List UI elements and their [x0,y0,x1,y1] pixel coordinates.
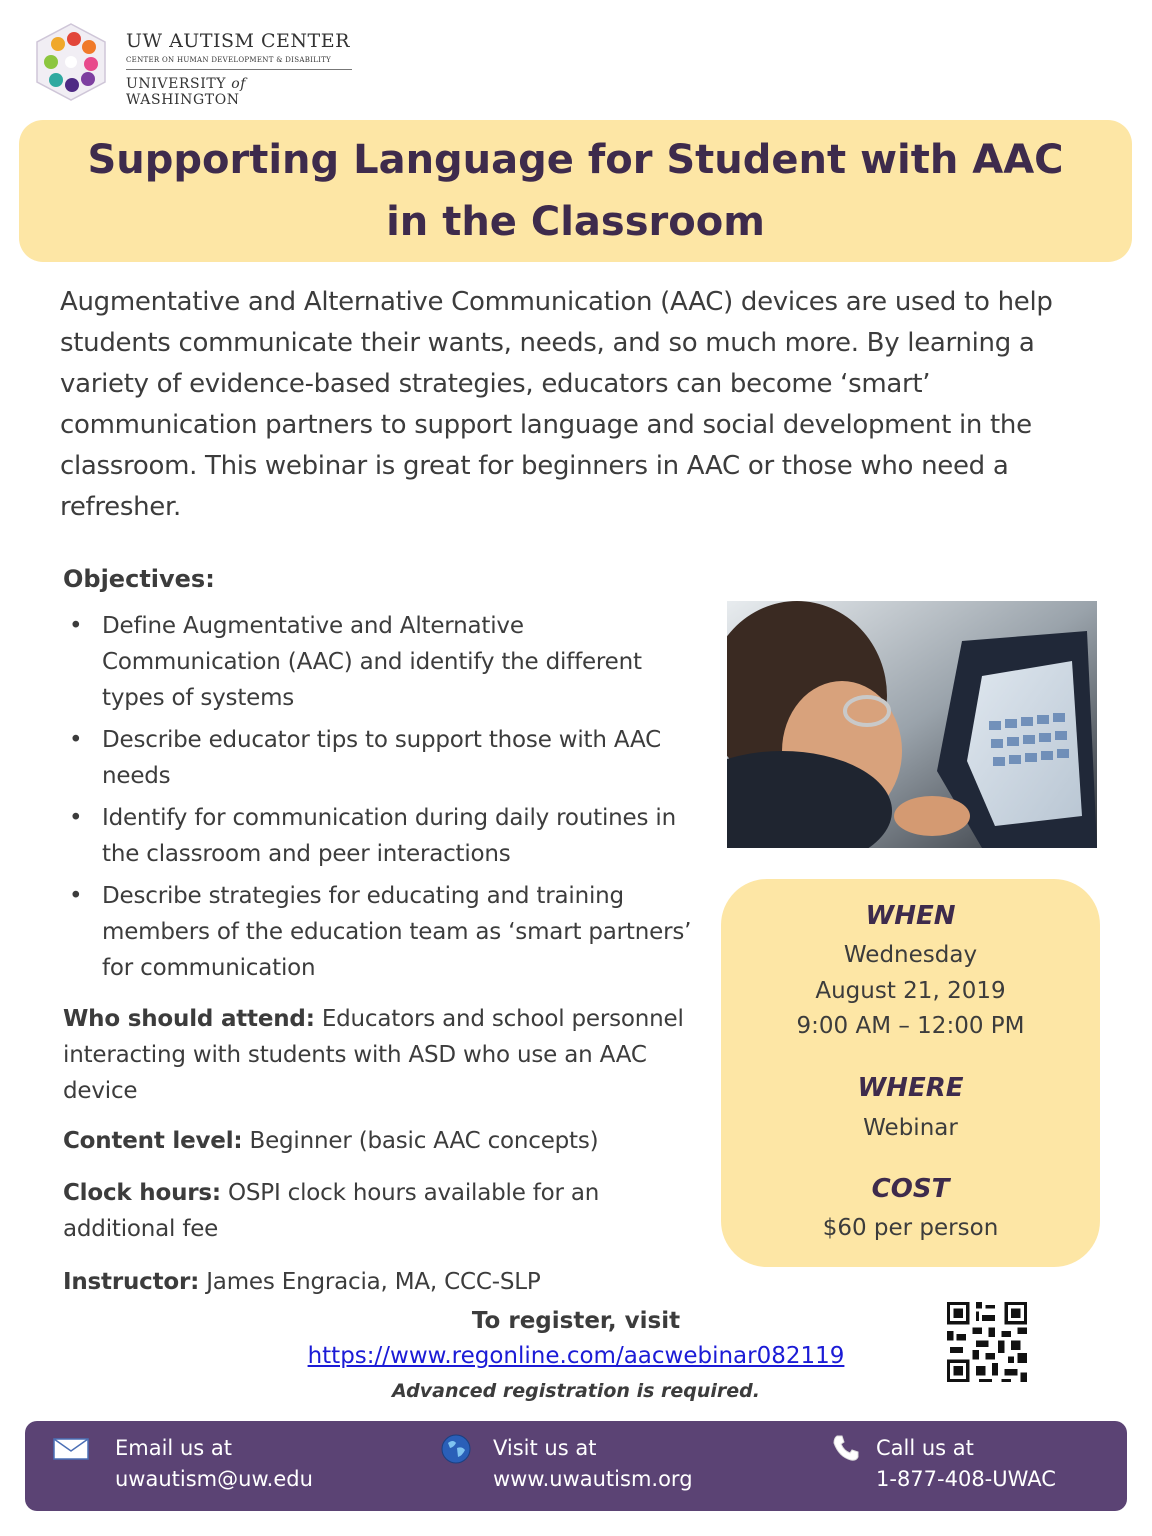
call-label: Call us at [876,1436,974,1460]
event-date: August 21, 2019 [815,978,1006,1004]
intro-paragraph: Augmentative and Alternative Communication (AAC) devices are used to help students communicate their wants, needs, and so much more. By learning a variety of evidence-based strategies, educators can become ‘smart’ communication partners to support language and social development in the classroom. This webinar is great for beginners in AAC or those who need a refresher. [60,287,1053,522]
qr-code-icon[interactable] [947,1302,1027,1382]
event-time: 9:00 AM – 12:00 PM [796,1013,1025,1039]
visit-label: Visit us at [493,1436,597,1460]
hours-value: OSPI clock hours available for an additional fee [63,1180,600,1242]
page-title: Supporting Language for Student with AAC in the Classroom [87,137,1064,245]
org-header [34,22,364,108]
when-heading: WHEN [865,901,956,931]
title-banner [19,120,1132,262]
hours-label: Clock hours: [63,1180,221,1206]
phone-icon [831,1433,861,1463]
instructor-label: Instructor: [63,1269,200,1295]
attend-value: Educators and school personnel interacting with students with ASD who use an AAC device [63,1006,684,1104]
header-divider [126,69,352,70]
clock-hours [63,1175,663,1247]
register-link[interactable]: https://www.regonline.com/aacwebinar082119 [307,1343,845,1369]
email-address[interactable]: uwautism@uw.edu [115,1467,313,1491]
objective-item: • Describe educator tips to support those with AAC needs [63,722,703,794]
university-name: UNIVERSITY of WASHINGTON [126,76,247,108]
objectives-heading: Objectives: [63,565,215,593]
register-note: Advanced registration is required. [392,1380,760,1402]
website-url[interactable]: www.uwautism.org [493,1467,693,1491]
level-value: Beginner (basic AAC concepts) [242,1128,599,1154]
uw-autism-logo-icon [34,22,108,102]
attend-label: Who should attend: [63,1006,315,1032]
objective-item: • Define Augmentative and Alternative Communication (AAC) and identify the different types of systems [63,608,703,716]
contact-footer [25,1421,1127,1511]
envelope-icon [53,1438,89,1460]
instructor-value: James Engracia, MA, CCC-SLP [199,1269,541,1295]
event-day: Wednesday [843,942,978,968]
level-label: Content level: [63,1128,243,1154]
footer-website [493,1433,693,1495]
who-should-attend [63,1001,703,1109]
objectives-list [63,608,703,992]
instructor [63,1264,703,1300]
photo-student-aac-device [727,601,1097,848]
cost-heading: COST [871,1174,950,1204]
phone-number[interactable]: 1-877-408-UWAC [876,1467,1056,1491]
org-subtitle: CENTER ON HUMAN DEVELOPMENT & DISABILITY [126,56,332,64]
register-heading: To register, visit [471,1308,681,1334]
email-label: Email us at [115,1436,232,1460]
objective-item: • Identify for communication during daily routines in the classroom and peer interactions [63,800,703,872]
event-cost: $60 per person [822,1215,999,1241]
globe-icon [440,1433,472,1465]
org-name: UW AUTISM CENTER [126,30,350,52]
where-heading: WHERE [857,1073,964,1103]
event-details-box [721,879,1100,1267]
footer-phone [876,1433,1056,1495]
content-level [63,1123,703,1159]
event-location: Webinar [863,1115,958,1141]
footer-email [115,1433,313,1495]
objective-item: • Describe strategies for educating and training members of the education team as ‘smart partners’ for communication [63,878,703,986]
